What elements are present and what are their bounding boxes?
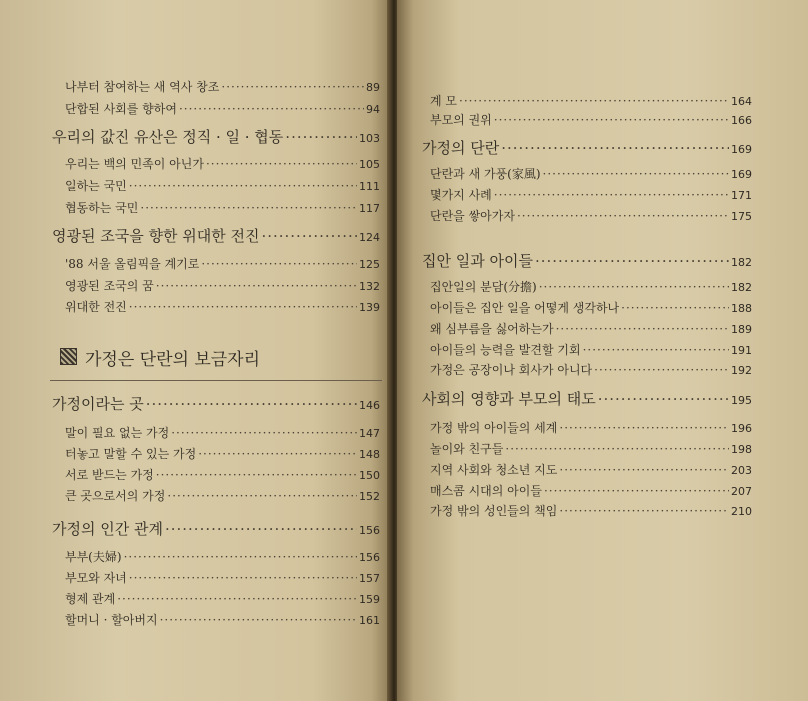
- toc-section-page: 182: [731, 256, 752, 269]
- dot-leader: [160, 613, 357, 627]
- dot-leader: [559, 463, 729, 477]
- toc-section-title: 집안 일과 아이들: [422, 252, 533, 270]
- toc-entry[interactable]: [430, 207, 752, 224]
- toc-entry[interactable]: [65, 466, 380, 483]
- toc-entry-title: 아이들은 집안 일을 어떻게 생각하나: [430, 301, 620, 315]
- toc-entry[interactable]: [430, 299, 752, 316]
- toc-entry-page: 191: [731, 344, 752, 357]
- toc-entry-page: 192: [731, 364, 752, 377]
- dot-leader: [129, 571, 357, 585]
- dot-leader: [459, 94, 729, 108]
- toc-entry[interactable]: [65, 78, 380, 95]
- toc-section-title: 가정의 인간 관계: [52, 520, 163, 538]
- toc-entry[interactable]: [430, 419, 752, 436]
- toc-entry-page: 164: [731, 95, 752, 108]
- toc-section-title: 사회의 영향과 부모의 태도: [422, 390, 596, 408]
- toc-entry-title: 큰 곳으로서의 가정: [65, 489, 166, 503]
- part-heading[interactable]: [60, 345, 360, 370]
- toc-entry-page: 117: [359, 202, 380, 215]
- dot-leader: [165, 520, 357, 538]
- toc-entry-page: 182: [731, 281, 752, 294]
- dot-leader: [206, 157, 357, 171]
- toc-entry[interactable]: [65, 590, 380, 607]
- toc-section-page: 124: [359, 231, 380, 244]
- toc-section[interactable]: [52, 393, 380, 414]
- dot-leader: [494, 113, 729, 127]
- toc-entry-page: 207: [731, 485, 752, 498]
- toc-entry-title: 부모의 권위: [430, 113, 492, 127]
- toc-entry[interactable]: [430, 482, 752, 499]
- toc-entry-title: 터놓고 말할 수 있는 가정: [65, 447, 197, 461]
- dot-leader: [156, 468, 357, 482]
- dot-leader: [171, 426, 357, 440]
- toc-entry[interactable]: [430, 361, 752, 378]
- dot-leader: [556, 322, 729, 336]
- toc-entry-title: 가정 밖의 아이들의 세계: [430, 421, 558, 435]
- toc-entry-page: 157: [359, 572, 380, 585]
- toc-entry-title: 우리는 백의 민족이 아닌가: [65, 157, 204, 171]
- toc-entry[interactable]: [430, 341, 752, 358]
- toc-entry[interactable]: [65, 155, 380, 172]
- toc-entry-title: 부부(夫婦): [65, 550, 122, 564]
- toc-entry-title: 놀이와 친구들: [430, 442, 504, 456]
- toc-entry-title: 지역 사회와 청소년 지도: [430, 463, 558, 477]
- dot-leader: [621, 301, 729, 315]
- toc-entry-title: 단란을 쌓아가자: [430, 209, 515, 223]
- toc-entry-page: 94: [366, 103, 380, 116]
- toc-entry-title: 집안일의 분담(分擔): [430, 280, 537, 294]
- toc-entry[interactable]: [430, 502, 752, 519]
- dot-leader: [167, 489, 357, 503]
- toc-entry-page: 139: [359, 301, 380, 314]
- toc-section-title: 가정의 단란: [422, 139, 500, 157]
- toc-entry-page: 150: [359, 469, 380, 482]
- dot-leader: [129, 300, 357, 314]
- toc-entry-title: 말이 필요 없는 가정: [65, 426, 170, 440]
- dot-leader: [201, 257, 357, 271]
- toc-entry-page: 148: [359, 448, 380, 461]
- dot-leader: [517, 209, 729, 223]
- toc-entry-title: 서로 받드는 가정: [65, 468, 154, 482]
- toc-entry-title: '88 서울 올림픽을 계기로: [65, 257, 200, 271]
- dot-leader: [543, 167, 729, 181]
- dot-leader: [544, 484, 729, 498]
- toc-entry-page: 169: [731, 168, 752, 181]
- toc-entry-title: 협동하는 국민: [65, 201, 139, 215]
- toc-entry-page: 89: [366, 81, 380, 94]
- toc-entry-page: 132: [359, 280, 380, 293]
- toc-entry[interactable]: [430, 278, 752, 295]
- dot-leader: [117, 592, 357, 606]
- toc-entry-page: 166: [731, 114, 752, 127]
- toc-entry-page: 156: [359, 551, 380, 564]
- dot-leader: [559, 504, 729, 518]
- toc-section-page: 146: [359, 399, 380, 412]
- toc-entry-title: 아이들의 능력을 발견할 기회: [430, 343, 581, 357]
- toc-section-title: 영광된 조국을 향한 위대한 전진: [52, 227, 260, 245]
- toc-entry-page: 210: [731, 505, 752, 518]
- toc-entry[interactable]: [430, 92, 752, 109]
- toc-entry-page: 188: [731, 302, 752, 315]
- part-marker-icon: [60, 348, 77, 365]
- toc-section-page: 169: [731, 143, 752, 156]
- toc-entry-page: 171: [731, 189, 752, 202]
- toc-entry[interactable]: [430, 440, 752, 457]
- toc-entry-title: 위대한 전진: [65, 300, 127, 314]
- toc-section[interactable]: [52, 126, 380, 147]
- dot-leader: [221, 80, 364, 94]
- toc-entry-title: 일하는 국민: [65, 179, 127, 193]
- toc-entry[interactable]: [65, 298, 380, 315]
- toc-entry-title: 가정 밖의 성인들의 책임: [430, 504, 558, 518]
- toc-section-title: 가정이라는 곳: [52, 395, 144, 413]
- toc-entry-page: 105: [359, 158, 380, 171]
- toc-entry-title: 할머니 · 할아버지: [65, 613, 158, 627]
- toc-entry[interactable]: [65, 100, 380, 117]
- toc-entry-page: 159: [359, 593, 380, 606]
- toc-entry-title: 영광된 조국의 꿈: [65, 279, 154, 293]
- part-heading-title: 가정은 단란의 보금자리: [85, 350, 261, 370]
- toc-entry[interactable]: [65, 611, 380, 628]
- dot-leader: [583, 343, 729, 357]
- toc-entry[interactable]: [65, 199, 380, 216]
- toc-entry[interactable]: [65, 548, 380, 565]
- toc-entry-title: 계 모: [430, 94, 457, 108]
- dot-leader: [594, 363, 729, 377]
- toc-entry-title: 나부터 참여하는 새 역사 창조: [65, 80, 220, 94]
- toc-entry-page: 189: [731, 323, 752, 336]
- dot-leader: [598, 390, 729, 408]
- toc-entry[interactable]: [65, 487, 380, 504]
- toc-entry-title: 형제 관계: [65, 592, 116, 606]
- toc-entry-title: 단합된 사회를 향하여: [65, 102, 177, 116]
- dot-leader: [179, 102, 364, 116]
- toc-section-title: 우리의 값진 유산은 정직 · 일 · 협동: [52, 128, 284, 146]
- dot-leader: [535, 252, 729, 270]
- right-page: [397, 0, 808, 701]
- toc-section[interactable]: [52, 225, 380, 246]
- dot-leader: [124, 550, 357, 564]
- dot-leader: [559, 421, 729, 435]
- toc-entry-page: 161: [359, 614, 380, 627]
- toc-entry[interactable]: [430, 320, 752, 337]
- dot-leader: [285, 128, 357, 146]
- toc-section[interactable]: [422, 137, 752, 158]
- dot-leader: [261, 227, 357, 245]
- toc-entry-title: 가정은 공장이나 회사가 아니다: [430, 363, 593, 377]
- toc-entry-title: 부모와 자녀: [65, 571, 127, 585]
- dot-leader: [505, 442, 729, 456]
- toc-entry[interactable]: [430, 165, 752, 182]
- toc-entry[interactable]: [65, 445, 380, 462]
- toc-entry[interactable]: [65, 277, 380, 294]
- toc-entry[interactable]: [430, 186, 752, 203]
- dot-leader: [146, 395, 357, 413]
- dot-leader: [156, 279, 357, 293]
- toc-entry-title: 단란과 새 가풍(家風): [430, 167, 541, 181]
- toc-entry-page: 198: [731, 443, 752, 456]
- toc-entry[interactable]: [430, 461, 752, 478]
- dot-leader: [501, 139, 729, 157]
- toc-entry-title: 왜 심부름을 싫어하는가: [430, 322, 554, 336]
- toc-section-page: 195: [731, 394, 752, 407]
- toc-entry-page: 152: [359, 490, 380, 503]
- toc-entry-page: 196: [731, 422, 752, 435]
- toc-section-page: 103: [359, 132, 380, 145]
- toc-entry-title: 몇가지 사례: [430, 188, 492, 202]
- toc-entry-page: 203: [731, 464, 752, 477]
- toc-entry-page: 147: [359, 427, 380, 440]
- toc-entry-page: 175: [731, 210, 752, 223]
- dot-leader: [539, 280, 729, 294]
- toc-entry-page: 111: [359, 180, 380, 193]
- toc-entry-title: 매스콤 시대의 아이들: [430, 484, 542, 498]
- toc-entry[interactable]: [65, 177, 380, 194]
- dot-leader: [198, 447, 357, 461]
- toc-entry[interactable]: [430, 111, 752, 128]
- part-divider: [50, 380, 382, 381]
- toc-section[interactable]: [422, 388, 752, 409]
- toc-section[interactable]: [422, 250, 752, 271]
- toc-entry[interactable]: [65, 569, 380, 586]
- left-page: [0, 0, 391, 701]
- toc-entry-page: 125: [359, 258, 380, 271]
- dot-leader: [140, 201, 357, 215]
- toc-entry[interactable]: [65, 424, 380, 441]
- toc-entry[interactable]: [65, 255, 380, 272]
- dot-leader: [129, 179, 357, 193]
- toc-section[interactable]: [52, 518, 380, 539]
- toc-section-page: 156: [359, 524, 380, 537]
- dot-leader: [494, 188, 729, 202]
